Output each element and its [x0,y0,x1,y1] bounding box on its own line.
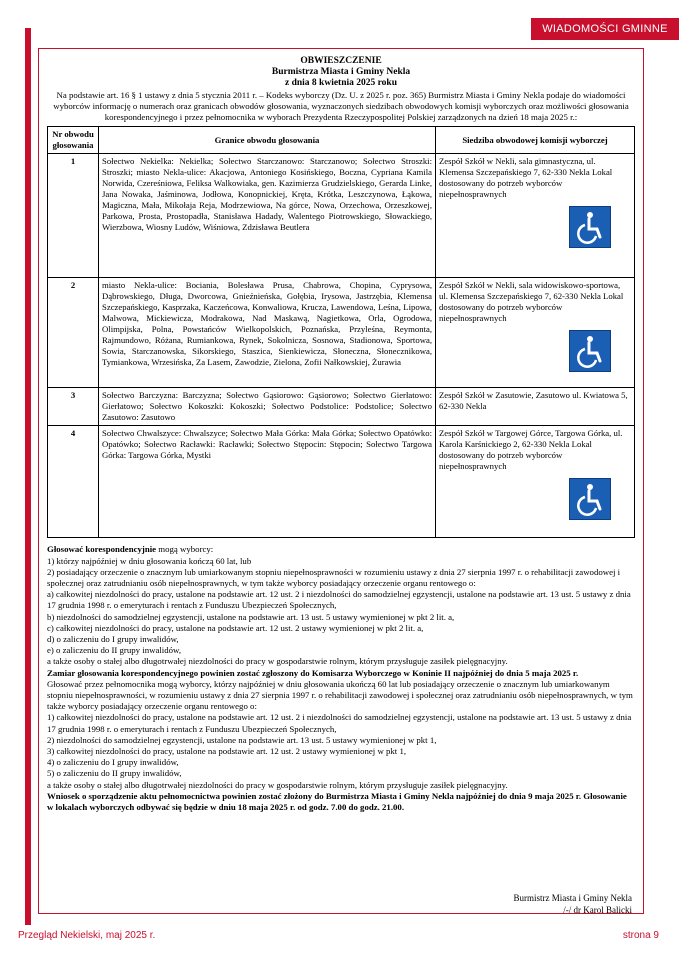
district-seat-cell [436,154,635,278]
table-row [48,154,635,278]
red-sidebar-bar [25,28,31,925]
district-number: 2 [48,278,99,388]
list-item: a) całkowitej niezdolności do pracy, ustalone na podstawie art. 12 ust. 2 i niezdolności do samodzielnej egzystencji, ustalone na podstawie art. 13 ust. 5 ustawy z dnia 17 grudnia 1998 r. o emeryturach i rentach z Funduszu Ubezpieczeń Społecznych, [47,589,631,611]
district-seat: Zespół Szkół w Zasutowie, Zasutowo ul. Kwiatowa 5, 62-330 Nekla [439,390,628,412]
district-number: 1 [48,154,99,278]
wheelchair-icon [569,478,611,520]
list-item: c) całkowitej niezdolności do pracy, ustalone na podstawie art. 12 ust. 2 ustawy wymienionej w pkt 2 lit. a, [47,622,424,633]
district-bounds: Sołectwo Barczyzna: Barczyzna; Sołectwo Gąsiorowo: Gąsiorowo; Sołectwo Gierłatowo: Gierłatowo; Sołectwo Kokoszki: Kokoszki; Sołectwo Podstolice: Podstolice; Sołectwo Zasutowo: Zasutowo [99,388,436,426]
district-number: 4 [48,426,99,538]
wheelchair-icon [569,206,611,248]
table-row [48,278,635,388]
postal-deadline: Zamiar głosowania korespondencyjnego powinien zostać zgłoszony do Komisarza Wyborczego w Koninie II najpóźniej do dnia 5 maja 2025 r. [47,667,579,678]
district-seat: Zespół Szkół w Targowej Górce, Targowa Górka, ul. Karola Karśnickiego 2, 62-330 Nekla Lokal dostosowany do potrzeb wyborców niepełnosprawnych [439,428,623,472]
signature-name: /-/ dr Karol Balicki [563,905,632,915]
footer-page-number: strona 9 [622,930,659,941]
header-number: Nr obwodu głosowania [48,127,99,154]
postal-intro: mogą wyborcy: [156,544,214,555]
notice-date: z dnia 8 kwietnia 2025 roku [285,78,397,88]
district-seat: Zespół Szkół w Nekli, sala gimnastyczna, ul. Klemensa Szczepańskiego 7, 62-330 Nekla Lokal dostosowany do potrzeb wyborców niepełnosprawnych [439,156,613,200]
postal-heading: Głosować korespondencyjnie [47,544,157,555]
table-row [48,426,635,538]
list-item: 3) całkowitej niezdolności do pracy, ustalone na podstawie art. 12 ust. 2 ustawy wymienionej w pkt 1, [47,746,407,757]
list-item: a także osoby o stałej albo długotrwałej niezdolności do pracy w gospodarstwie rolnym, którym przysługuje zasiłek pielęgnacyjny. [47,779,508,790]
header-bounds: Granice obwodu głosowania [99,127,436,154]
signature-block [470,892,632,916]
list-item: d) o zaliczeniu do I grupy inwalidów, [47,634,179,645]
district-seat: Zespół Szkół w Nekli, sala widowiskowo-sportowa, ul. Klemensa Szczepańskiego 7, 62-330 Nekla Lokal dostosowany do potrzeb wyborców niepełnosprawnych [439,280,624,324]
list-item: b) niezdolności do samodzielnej egzystencji, ustalone na podstawie art. 13 ust. 5 ustawy wymienionej w pkt 2 lit. a, [47,611,455,622]
footer-publication: Przegląd Nekielski, maj 2025 r. [18,930,156,941]
list-item: 5) o zaliczeniu do II grupy inwalidów, [47,768,182,779]
list-item: 4) o zaliczeniu do I grupy inwalidów, [47,757,179,768]
postal-paragraph [47,544,635,555]
wheelchair-icon [569,330,611,372]
list-item: 1) którzy najpóźniej w dniu głosowania kończą 60 lat, lub [47,555,252,566]
notice-issuer: Burmistrza Miasta i Gminy Nekla [271,67,411,77]
header-seat: Siedziba obwodowej komisji wyborczej [436,127,635,154]
list-item: 2) posiadający orzeczenie o znacznym lub umiarkowanym stopniu niepełnosprawności w rozumieniu ustawy z dnia 27 sierpnia 1997 r. o rehabilitacji zawodowej i społecznej oraz zatrudnianiu osób niepełnosprawnych, w tym także wyborcy posiadający orzeczenie organu rentowego o: [47,566,621,588]
district-number: 3 [48,388,99,426]
section-title: WIADOMOŚCI GMINNE [542,23,668,35]
table-row [48,388,635,426]
proxy-deadline: Wniosek o sporządzenie aktu pełnomocnictwa powinien zostać złożony do Burmistrza Miasta i Gminy Nekla najpóźniej do dnia 9 maja 2025 r. Głosowanie w lokalach wyborczych odbywać się będzie w dniu 18 maja 2025 r. od godz. 7.00 do godz. 21.00. [47,790,627,813]
section-header [531,18,679,40]
districts-table [47,126,635,538]
table-header-row [48,127,635,154]
district-bounds: miasto Nekla-ulice: Bociania, Bolesława Prusa, Chabrowa, Chopina, Cyprysowa, Dąbrowskiego, Długa, Dworcowa, Gnieźnieńska, Gołębia, Irysowa, Jastrzębia, Klemensa Szczepańskiego, Kasprzaka, Kaczeńcowa, Konwaliowa, Krucza, Lawendowa, Leśna, Lipowa, Malwowa, Mickiewicza, Modrakowa, Nad Maskawą, Nagietkowa, Orla, Ogrodowa, Olimpijska, Polna, Powstańców Wielkopolskich, Poznańska, Przyleśna, Reymonta, Rajmundowo, Różana, Rumiankowa, Rynek, Sokolnicza, Sosnowa, Stadionowa, Sportowa, Sowia, Starczanowska, Sikorskiego, Staszica, Sienkiewicza, Słoneczna, Słonecznikowa, Tymiankowa, Wrzesińska, Za Lasem, Zawodzie, Zielona, Zofii Nałkowskiej, Żurawia [99,278,436,388]
list-item: 1) całkowitej niezdolności do pracy, ustalone na podstawie art. 12 ust. 2 i niezdolności do samodzielnej egzystencji, ustalone na podstawie art. 13 ust. 5 ustawy z dnia 17 grudnia 1998 r. o emeryturach i rentach z Funduszu Ubezpieczeń Społecznych, [47,712,632,734]
signature-title: Burmistrz Miasta i Gminy Nekla [513,893,632,903]
district-bounds: Sołectwo Chwalszyce: Chwalszyce; Sołectwo Mała Górka: Mała Górka; Sołectwo Opatówko: Opatówko; Sołectwo Racławki: Racławki; Sołectwo Stępocin: Stępocin; Sołectwo Targowa Górka: Targowa Górka, Mystki [99,426,436,538]
district-bounds: Sołectwo Nekielka: Nekielka; Sołectwo Starczanowo: Starczanowo; Sołectwo Stroszki: Stroszki; miasto Nekla-ulice: Akacjowa, Antoniego Kosińskiego, Boczna, Cypriana Kamila Norwida, Czereśniowa, Feliksa Walkowiaka, gen. Kazimierza Grudzielskiego, Gerarda Linke, Jana Nowaka, Jaśminowa, Jodłowa, Konopnickiej, Kręta, Krótka, Leszczynowa, Łąkowa, Magiczna, Mała, Mikołaja Reja, Modrzewiowa, Na górce, Nowa, Orzechowa, Orzeszkowej, Parkowa, Prosta, Prostopadła, Stanisława Hadady, Walentego Piotrowskiego, Słowackiego, Wierzbowa, Wiosny Ludów, Wiśniowa, Zdzisława Beutlera [99,154,436,278]
list-item: e) o zaliczeniu do II grupy inwalidów, [47,645,182,656]
voting-rules [47,544,635,813]
list-item: a także osoby o stałej albo długotrwałej niezdolności do pracy w gospodarstwie rolnym, którym przysługuje zasiłek pielęgnacyjny. [47,656,508,667]
notice-content [47,56,635,813]
notice-title: OBWIESZCZENIE [300,56,382,66]
district-seat-cell [436,426,635,538]
proxy-intro: Głosować przez pełnomocnika mogą wyborcy, którzy najpóźniej w dniu głosowania ukończą 60 lat lub posiadający orzeczenie o znacznym lub umiarkowanym stopniu niepełnosprawności, w rozumieniu ustawy z dnia 27 sierpnia 1997 r. o rehabilitacji zawodowej i społecznej oraz zatrudnianiu osób niepełnosprawnych, w tym także wyborcy posiadający orzeczenie organu rentowego o: [47,678,633,712]
district-seat-cell [436,278,635,388]
notice-intro: Na podstawie art. 16 § 1 ustawy z dnia 5 stycznia 2011 r. – Kodeks wyborczy (Dz. U. z 2025 r. poz. 365) Burmistrz Miasta i Gminy Nekla podaje do wiadomości wyborców informację o numerach oraz granicach obwodów głosowania, wyznaczonych siedzibach obwodowych komisji wyborczych oraz możliwości głosowania korespondencyjnego i przez pełnomocnika w wyborach Prezydenta Rzeczypospolitej Polskiej zarządzonych na dzień 18 maja 2025 r.: [53,90,629,122]
district-seat-cell [436,388,635,426]
list-item: 2) niezdolności do samodzielnej egzystencji, ustalone na podstawie art. 13 ust. 5 ustawy wymienionej w pkt 1, [47,734,437,745]
